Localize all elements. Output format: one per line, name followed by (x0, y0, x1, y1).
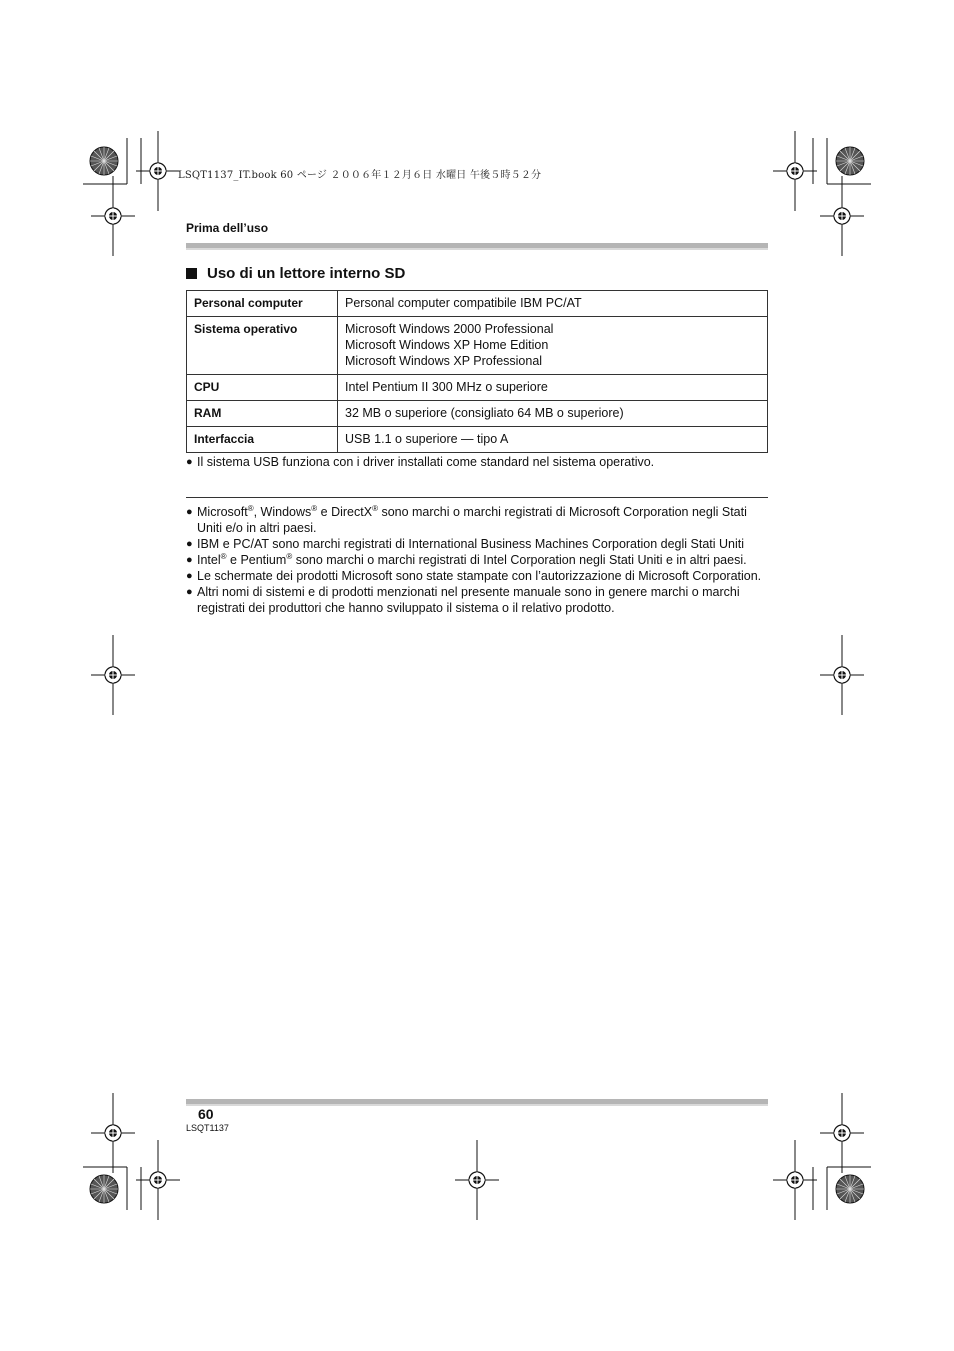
bullet-icon: ● (186, 456, 193, 468)
value-line: USB 1.1 o superiore — tipo A (345, 432, 509, 446)
divider (186, 497, 768, 498)
table-key: CPU (187, 375, 338, 401)
section-heading-text: Uso di un lettore interno SD (207, 265, 406, 282)
trademark-text: sono marchi o marchi registrati di Intel Corporation negli Stati Uniti e in altri paesi. (292, 553, 747, 567)
registered-mark: ® (311, 503, 318, 513)
trademark-text: e DirectX (317, 505, 373, 519)
table-value (338, 317, 768, 375)
trademark-notes (186, 504, 768, 616)
value-line: Microsoft Windows XP Home Edition (345, 338, 549, 352)
bullet-icon: ● (186, 586, 193, 598)
value-line: Intel Pentium II 300 MHz o superiore (345, 380, 548, 394)
requirements-table (186, 290, 768, 453)
header-rule (186, 243, 768, 250)
table-value (338, 375, 768, 401)
registered-mark: ® (286, 551, 293, 561)
section-heading (186, 265, 405, 282)
page-number: 60 (198, 1106, 214, 1122)
table-value (338, 291, 768, 317)
table-value (338, 427, 768, 453)
table-row (187, 427, 768, 453)
footer-rule (186, 1099, 768, 1106)
table-row (187, 291, 768, 317)
list-item (186, 536, 768, 552)
table-key: Personal computer (187, 291, 338, 317)
trademark-text: Le schermate dei prodotti Microsoft sono state stampate con l’autorizzazione di Microsoft Corporation. (197, 569, 762, 583)
value-line: Microsoft Windows XP Professional (345, 354, 543, 368)
list-item (186, 552, 768, 568)
print-slug: LSQT1137_IT.book 60 ページ ２００６年１２月６日 水曜日 午後５時５２分 (178, 170, 542, 181)
table-row (187, 401, 768, 427)
bullet-icon: ● (186, 506, 193, 518)
table-row (187, 317, 768, 375)
bullet-icon: ● (186, 554, 193, 566)
bullet-icon: ● (186, 538, 193, 550)
list-item (186, 584, 768, 616)
usb-note (186, 454, 786, 470)
usb-note-text: Il sistema USB funziona con i driver installati come standard nel sistema operativo. (197, 455, 655, 469)
table-key: Interfaccia (187, 427, 338, 453)
bullet-icon: ● (186, 570, 193, 582)
list-item (186, 568, 768, 584)
trademark-text: e Pentium (226, 553, 287, 567)
table-row (187, 375, 768, 401)
registered-mark: ® (247, 503, 254, 513)
trademark-text: Altri nomi di sistemi e di prodotti menzionati nel presente manuale sono in genere marchi o marchi registrati dei produttori che hanno sviluppato il sistema o il relativo prodotto. (197, 585, 740, 615)
value-line: Microsoft Windows 2000 Professional (345, 322, 554, 336)
registered-mark: ® (220, 551, 227, 561)
table-key: Sistema operativo (187, 317, 338, 375)
table-value (338, 401, 768, 427)
square-bullet-icon (186, 268, 197, 279)
value-line: Personal computer compatibile IBM PC/AT (345, 296, 582, 310)
trademark-text: Intel (197, 553, 221, 567)
list-item (186, 504, 768, 536)
registered-mark: ® (372, 503, 378, 513)
table-key: RAM (187, 401, 338, 427)
value-line: 32 MB o superiore (consigliato 64 MB o superiore) (345, 406, 624, 420)
trademark-text: , Windows (253, 505, 312, 519)
trademark-text: sono marchi o marchi registrati di Microsoft Corporation negli Stati Uniti e/o in altri paesi. (197, 505, 747, 535)
trademark-text: IBM e PC/AT sono marchi registrati di International Business Machines Corporation degli Stati Uniti (197, 537, 745, 551)
section-label: Prima dell’uso (186, 221, 269, 235)
document-code: LSQT1137 (186, 1123, 229, 1133)
trademark-text: Microsoft (197, 505, 248, 519)
